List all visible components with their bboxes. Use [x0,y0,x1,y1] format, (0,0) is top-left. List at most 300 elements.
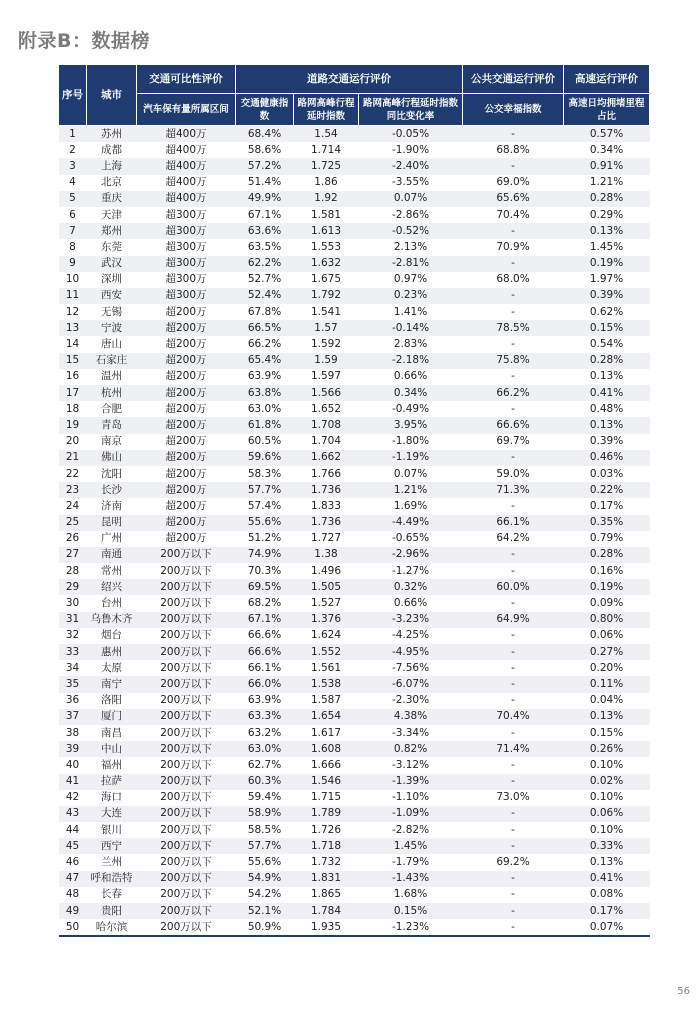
cell-city: 长春 [87,887,137,903]
cell-seq: 47 [59,871,87,887]
cell-transit-happiness: - [463,288,564,304]
cell-transit-happiness: - [463,369,564,385]
cell-peak-delay-change: 3.95% [359,417,463,433]
cell-vehicle-range: 超200万 [137,466,236,482]
cell-city: 拉萨 [87,774,137,790]
cell-peak-delay-change: -2.81% [359,256,463,272]
cell-peak-delay-change: 2.83% [359,336,463,352]
cell-highway-congestion: 0.80% [564,612,650,628]
cell-peak-delay-change: 0.23% [359,288,463,304]
cell-peak-delay-change: -0.05% [359,126,463,143]
cell-vehicle-range: 超300万 [137,207,236,223]
cell-health-index: 66.2% [236,336,294,352]
cell-seq: 31 [59,612,87,628]
cell-city: 温州 [87,369,137,385]
cell-city: 呼和浩特 [87,871,137,887]
cell-seq: 14 [59,336,87,352]
cell-vehicle-range: 200万以下 [137,887,236,903]
cell-city: 北京 [87,175,137,191]
cell-health-index: 63.0% [236,741,294,757]
cell-highway-congestion: 0.29% [564,207,650,223]
cell-seq: 10 [59,272,87,288]
cell-health-index: 67.1% [236,612,294,628]
cell-peak-delay: 1.538 [294,676,359,692]
cell-peak-delay: 1.831 [294,871,359,887]
cell-highway-congestion: 0.39% [564,434,650,450]
table-row [59,288,650,304]
cell-highway-congestion: 0.35% [564,515,650,531]
cell-seq: 26 [59,531,87,547]
cell-peak-delay-change: -1.19% [359,450,463,466]
cell-health-index: 55.6% [236,854,294,870]
page-number: 56 [677,986,690,997]
cell-seq: 35 [59,676,87,692]
cell-health-index: 66.5% [236,320,294,336]
cell-city: 武汉 [87,256,137,272]
cell-vehicle-range: 200万以下 [137,579,236,595]
cell-highway-congestion: 0.06% [564,806,650,822]
cell-vehicle-range: 200万以下 [137,757,236,773]
cell-peak-delay: 1.552 [294,644,359,660]
cell-vehicle-range: 200万以下 [137,741,236,757]
cell-peak-delay: 1.92 [294,191,359,207]
cell-highway-congestion: 0.13% [564,854,650,870]
cell-seq: 40 [59,757,87,773]
cell-seq: 44 [59,822,87,838]
cell-vehicle-range: 超400万 [137,142,236,158]
cell-peak-delay: 1.553 [294,239,359,255]
cell-city: 重庆 [87,191,137,207]
cell-peak-delay: 1.715 [294,790,359,806]
cell-city: 南京 [87,434,137,450]
table-row [59,207,650,223]
table-row [59,903,650,919]
header-group-public: 公共交通运行评价 [463,65,564,94]
table-row [59,223,650,239]
cell-highway-congestion: 0.22% [564,482,650,498]
page-title: 附录B：数据榜 [18,30,150,52]
table-row [59,256,650,272]
cell-transit-happiness: 64.9% [463,612,564,628]
cell-peak-delay: 1.617 [294,725,359,741]
cell-peak-delay: 1.59 [294,353,359,369]
cell-city: 中山 [87,741,137,757]
cell-peak-delay-change: -3.55% [359,175,463,191]
cell-highway-congestion: 0.15% [564,320,650,336]
table-body [59,126,650,937]
cell-vehicle-range: 超200万 [137,320,236,336]
cell-transit-happiness: 59.0% [463,466,564,482]
cell-vehicle-range: 200万以下 [137,628,236,644]
cell-peak-delay: 1.704 [294,434,359,450]
cell-peak-delay-change: 0.07% [359,466,463,482]
cell-seq: 12 [59,304,87,320]
cell-health-index: 54.2% [236,887,294,903]
cell-health-index: 54.9% [236,871,294,887]
cell-city: 兰州 [87,854,137,870]
table-row [59,547,650,563]
cell-city: 哈尔滨 [87,919,137,936]
cell-highway-congestion: 0.10% [564,790,650,806]
cell-peak-delay: 1.736 [294,482,359,498]
cell-vehicle-range: 200万以下 [137,806,236,822]
cell-highway-congestion: 0.48% [564,401,650,417]
table-row [59,612,650,628]
header-seq: 序号 [59,65,87,126]
header-transit-happiness: 公交幸福指数 [463,94,564,126]
cell-peak-delay-change: -7.56% [359,660,463,676]
cell-seq: 22 [59,466,87,482]
cell-city: 南通 [87,547,137,563]
cell-transit-happiness: - [463,498,564,514]
cell-vehicle-range: 200万以下 [137,774,236,790]
cell-peak-delay: 1.597 [294,369,359,385]
cell-city: 大连 [87,806,137,822]
cell-vehicle-range: 200万以下 [137,612,236,628]
cell-vehicle-range: 200万以下 [137,644,236,660]
table-row [59,644,650,660]
table-row [59,871,650,887]
cell-peak-delay-change: -3.12% [359,757,463,773]
cell-highway-congestion: 0.03% [564,466,650,482]
cell-highway-congestion: 0.13% [564,709,650,725]
table-row [59,660,650,676]
cell-vehicle-range: 超300万 [137,288,236,304]
cell-peak-delay: 1.718 [294,838,359,854]
cell-vehicle-range: 200万以下 [137,547,236,563]
table-row [59,401,650,417]
cell-vehicle-range: 超400万 [137,191,236,207]
cell-highway-congestion: 0.02% [564,774,650,790]
table-row [59,385,650,401]
cell-highway-congestion: 0.39% [564,288,650,304]
cell-vehicle-range: 200万以下 [137,725,236,741]
header-group-road: 道路交通运行评价 [236,65,463,94]
cell-health-index: 58.9% [236,806,294,822]
cell-seq: 43 [59,806,87,822]
cell-city: 贵阳 [87,903,137,919]
cell-seq: 11 [59,288,87,304]
cell-seq: 6 [59,207,87,223]
table-row [59,887,650,903]
cell-city: 成都 [87,142,137,158]
cell-seq: 17 [59,385,87,401]
cell-highway-congestion: 0.57% [564,126,650,143]
cell-peak-delay: 1.833 [294,498,359,514]
cell-peak-delay-change: -2.40% [359,158,463,174]
cell-vehicle-range: 超400万 [137,175,236,191]
cell-transit-happiness: 71.4% [463,741,564,757]
cell-health-index: 63.5% [236,239,294,255]
cell-city: 昆明 [87,515,137,531]
cell-peak-delay-change: -0.14% [359,320,463,336]
cell-city: 石家庄 [87,353,137,369]
cell-peak-delay: 1.632 [294,256,359,272]
cell-peak-delay-change: -0.65% [359,531,463,547]
cell-transit-happiness: - [463,676,564,692]
cell-peak-delay-change: 0.66% [359,595,463,611]
table-row [59,531,650,547]
cell-city: 烟台 [87,628,137,644]
header-highway-congestion: 高速日均拥堵里程占比 [564,94,650,126]
cell-health-index: 52.4% [236,288,294,304]
header-city: 城市 [87,65,137,126]
cell-city: 南昌 [87,725,137,741]
cell-transit-happiness: - [463,774,564,790]
cell-transit-happiness: 66.1% [463,515,564,531]
cell-transit-happiness: - [463,401,564,417]
cell-peak-delay-change: 0.82% [359,741,463,757]
cell-peak-delay-change: -2.82% [359,822,463,838]
table-row [59,498,650,514]
cell-highway-congestion: 0.33% [564,838,650,854]
cell-vehicle-range: 超200万 [137,450,236,466]
cell-peak-delay: 1.505 [294,579,359,595]
cell-health-index: 67.8% [236,304,294,320]
cell-highway-congestion: 0.27% [564,644,650,660]
cell-highway-congestion: 0.17% [564,498,650,514]
cell-seq: 33 [59,644,87,660]
cell-transit-happiness: - [463,126,564,143]
cell-peak-delay-change: -1.09% [359,806,463,822]
cell-vehicle-range: 200万以下 [137,871,236,887]
cell-transit-happiness: - [463,450,564,466]
cell-highway-congestion: 0.10% [564,822,650,838]
cell-vehicle-range: 超300万 [137,272,236,288]
cell-transit-happiness: - [463,644,564,660]
cell-transit-happiness: - [463,595,564,611]
cell-health-index: 50.9% [236,919,294,936]
cell-seq: 42 [59,790,87,806]
cell-health-index: 58.6% [236,142,294,158]
cell-highway-congestion: 0.13% [564,223,650,239]
cell-vehicle-range: 超300万 [137,223,236,239]
cell-health-index: 55.6% [236,515,294,531]
cell-highway-congestion: 0.54% [564,336,650,352]
cell-transit-happiness: 75.8% [463,353,564,369]
cell-city: 苏州 [87,126,137,143]
cell-peak-delay: 1.527 [294,595,359,611]
cell-peak-delay: 1.652 [294,401,359,417]
cell-peak-delay-change: -2.30% [359,693,463,709]
cell-vehicle-range: 200万以下 [137,790,236,806]
cell-peak-delay-change: 1.21% [359,482,463,498]
cell-health-index: 66.6% [236,628,294,644]
table-row [59,725,650,741]
cell-peak-delay-change: -1.43% [359,871,463,887]
cell-peak-delay-change: 0.07% [359,191,463,207]
cell-city: 杭州 [87,385,137,401]
cell-city: 台州 [87,595,137,611]
cell-peak-delay: 1.666 [294,757,359,773]
table-row [59,774,650,790]
table-row [59,628,650,644]
cell-highway-congestion: 0.04% [564,693,650,709]
cell-peak-delay-change: -1.23% [359,919,463,936]
cell-vehicle-range: 超200万 [137,482,236,498]
cell-vehicle-range: 200万以下 [137,676,236,692]
header-vehicle-range: 汽车保有量所属区间 [137,94,236,126]
table-row [59,838,650,854]
cell-city: 济南 [87,498,137,514]
cell-health-index: 74.9% [236,547,294,563]
cell-city: 福州 [87,757,137,773]
cell-highway-congestion: 0.41% [564,871,650,887]
cell-peak-delay: 1.566 [294,385,359,401]
cell-peak-delay: 1.561 [294,660,359,676]
cell-seq: 16 [59,369,87,385]
cell-city: 南宁 [87,676,137,692]
cell-seq: 45 [59,838,87,854]
cell-peak-delay-change: 0.15% [359,903,463,919]
cell-peak-delay-change: 0.34% [359,385,463,401]
cell-health-index: 68.2% [236,595,294,611]
cell-city: 郑州 [87,223,137,239]
cell-vehicle-range: 超400万 [137,158,236,174]
cell-peak-delay: 1.613 [294,223,359,239]
cell-vehicle-range: 超200万 [137,417,236,433]
cell-transit-happiness: - [463,158,564,174]
cell-seq: 9 [59,256,87,272]
cell-seq: 2 [59,142,87,158]
cell-highway-congestion: 0.28% [564,191,650,207]
cell-seq: 24 [59,498,87,514]
cell-health-index: 67.1% [236,207,294,223]
cell-highway-congestion: 0.16% [564,563,650,579]
header-row-columns [59,94,650,126]
cell-peak-delay: 1.732 [294,854,359,870]
cell-health-index: 51.2% [236,531,294,547]
cell-peak-delay-change: -6.07% [359,676,463,692]
cell-city: 深圳 [87,272,137,288]
cell-seq: 46 [59,854,87,870]
cell-transit-happiness: 68.0% [463,272,564,288]
cell-city: 厦门 [87,709,137,725]
cell-seq: 25 [59,515,87,531]
cell-seq: 18 [59,401,87,417]
cell-vehicle-range: 200万以下 [137,595,236,611]
cell-peak-delay: 1.736 [294,515,359,531]
cell-seq: 37 [59,709,87,725]
cell-seq: 48 [59,887,87,903]
cell-vehicle-range: 超200万 [137,369,236,385]
table-row [59,482,650,498]
cell-peak-delay: 1.57 [294,320,359,336]
cell-peak-delay-change: -1.90% [359,142,463,158]
cell-peak-delay: 1.727 [294,531,359,547]
table-row [59,515,650,531]
cell-peak-delay: 1.624 [294,628,359,644]
cell-transit-happiness: - [463,887,564,903]
cell-health-index: 66.1% [236,660,294,676]
cell-peak-delay-change: 1.68% [359,887,463,903]
cell-highway-congestion: 0.13% [564,369,650,385]
cell-health-index: 65.4% [236,353,294,369]
cell-peak-delay: 1.766 [294,466,359,482]
cell-transit-happiness: - [463,628,564,644]
cell-transit-happiness: - [463,660,564,676]
cell-city: 上海 [87,158,137,174]
cell-transit-happiness: - [463,919,564,936]
cell-vehicle-range: 200万以下 [137,903,236,919]
cell-vehicle-range: 超200万 [137,531,236,547]
cell-health-index: 57.4% [236,498,294,514]
table-row [59,320,650,336]
cell-peak-delay-change: -0.52% [359,223,463,239]
table-row [59,158,650,174]
cell-peak-delay-change: 0.66% [359,369,463,385]
cell-highway-congestion: 1.21% [564,175,650,191]
cell-highway-congestion: 0.62% [564,304,650,320]
cell-vehicle-range: 200万以下 [137,838,236,854]
cell-peak-delay: 1.496 [294,563,359,579]
cell-transit-happiness: - [463,822,564,838]
cell-seq: 13 [59,320,87,336]
ranking-table [58,64,650,937]
cell-transit-happiness: - [463,838,564,854]
cell-health-index: 66.0% [236,676,294,692]
cell-city: 惠州 [87,644,137,660]
cell-seq: 3 [59,158,87,174]
cell-transit-happiness: - [463,757,564,773]
cell-health-index: 66.6% [236,644,294,660]
cell-city: 广州 [87,531,137,547]
table-row [59,854,650,870]
header-group-comparability: 交通可比性评价 [137,65,236,94]
cell-highway-congestion: 0.19% [564,579,650,595]
cell-highway-congestion: 0.41% [564,385,650,401]
cell-vehicle-range: 200万以下 [137,693,236,709]
header-row-groups [59,65,650,94]
cell-health-index: 59.4% [236,790,294,806]
cell-health-index: 57.2% [236,158,294,174]
cell-peak-delay-change: -1.80% [359,434,463,450]
cell-transit-happiness: - [463,256,564,272]
cell-seq: 28 [59,563,87,579]
cell-transit-happiness: 69.0% [463,175,564,191]
cell-health-index: 51.4% [236,175,294,191]
cell-transit-happiness: - [463,806,564,822]
cell-seq: 34 [59,660,87,676]
cell-health-index: 62.2% [236,256,294,272]
cell-vehicle-range: 超200万 [137,353,236,369]
cell-seq: 39 [59,741,87,757]
cell-transit-happiness: - [463,871,564,887]
cell-city: 乌鲁木齐 [87,612,137,628]
table-row [59,757,650,773]
cell-health-index: 63.9% [236,693,294,709]
cell-city: 洛阳 [87,693,137,709]
cell-peak-delay: 1.86 [294,175,359,191]
cell-health-index: 63.3% [236,709,294,725]
cell-peak-delay: 1.792 [294,288,359,304]
cell-city: 西宁 [87,838,137,854]
cell-highway-congestion: 0.07% [564,919,650,936]
cell-peak-delay-change: -4.95% [359,644,463,660]
cell-peak-delay-change: -0.49% [359,401,463,417]
cell-vehicle-range: 200万以下 [137,709,236,725]
cell-seq: 19 [59,417,87,433]
cell-highway-congestion: 0.13% [564,417,650,433]
table-row [59,126,650,143]
table-row [59,369,650,385]
cell-transit-happiness: 66.2% [463,385,564,401]
cell-peak-delay: 1.935 [294,919,359,936]
cell-peak-delay-change: -1.79% [359,854,463,870]
cell-seq: 5 [59,191,87,207]
table-row [59,741,650,757]
cell-peak-delay: 1.865 [294,887,359,903]
